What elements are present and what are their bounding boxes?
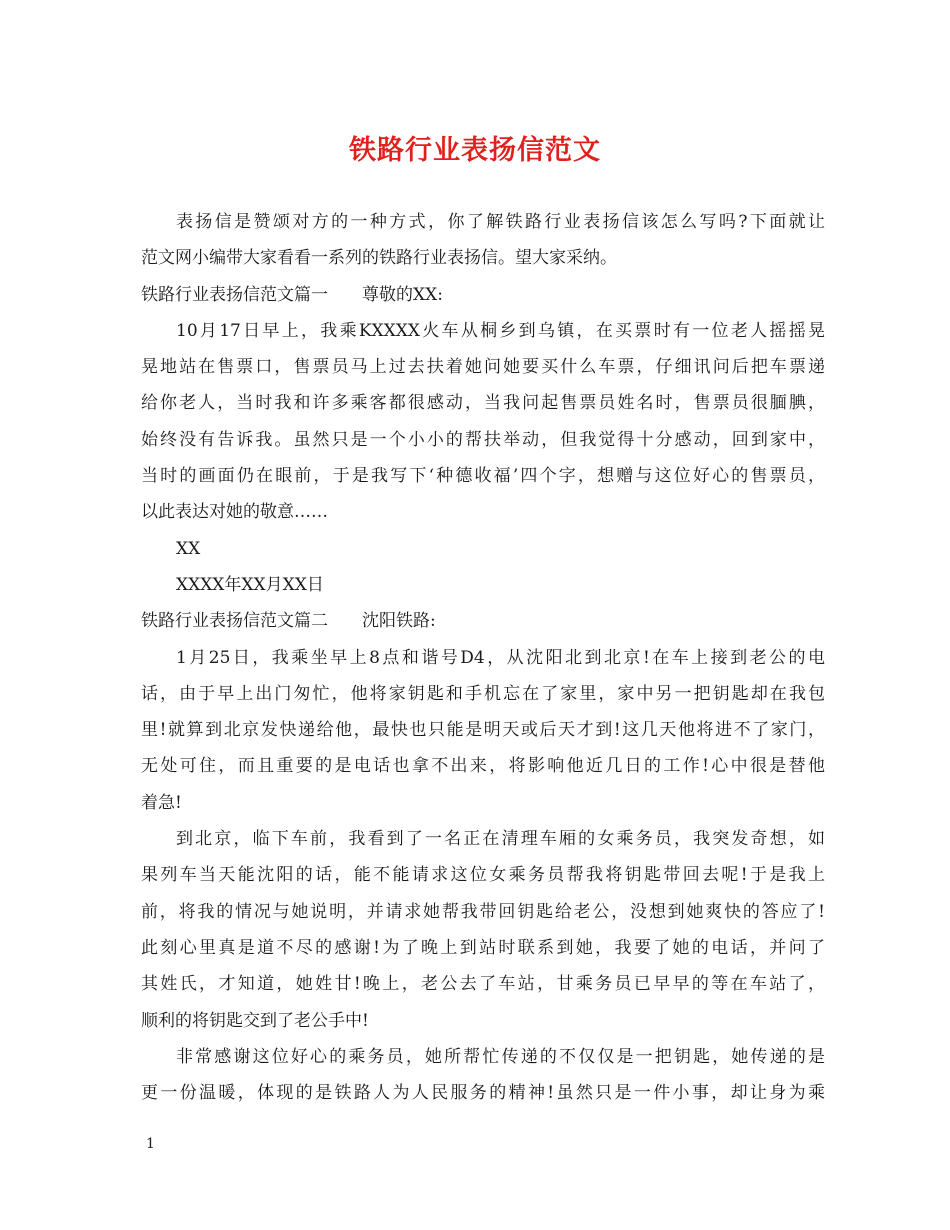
document-body xyxy=(141,204,825,1111)
paragraph-line: 此刻心里真是道不尽的感谢!为了晚上到站时联系到她，我要了她的电话，并问了 xyxy=(141,937,825,958)
paragraph-line: 更一份温暖，体现的是铁路人为人民服务的精神!虽然只是一件小事，却让身为乘 xyxy=(141,1083,825,1104)
document-title: 铁路行业表扬信范文 xyxy=(349,135,601,166)
paragraph-line: 范文网小编带大家看看一系列的铁路行业表扬信。望大家采纳。 xyxy=(141,248,617,269)
paragraph-line: 前，将我的情况与她说明，并请求她帮我带回钥匙给老公，没想到她爽快的答应了! xyxy=(141,901,825,922)
paragraph-line: 晃地站在售票口，售票员马上过去扶着她问她要买什么车票，仔细讯问后把车票递 xyxy=(141,357,825,378)
section-heading-1: 铁路行业表扬信范文篇一 尊敬的XX: xyxy=(141,284,443,305)
paragraph-line: 以此表达对她的敬意…… xyxy=(141,502,328,523)
signature-name: XX xyxy=(176,538,201,559)
paragraph-line: 无处可住，而且重要的是电话也拿不出来，将影响他近几日的工作!心中很是替他 xyxy=(141,756,825,777)
page-number: 1 xyxy=(146,1136,155,1152)
paragraph-line: 顺利的将钥匙交到了老公手中! xyxy=(141,1010,369,1031)
paragraph-line: 10月17日早上，我乘KXXXX火车从桐乡到乌镇，在买票时有一位老人摇摇晃 xyxy=(176,320,825,341)
paragraph-line: 当时的画面仍在眼前，于是我写下‘种德收福’四个字，想赠与这位好心的售票员， xyxy=(141,466,825,487)
paragraph-line: 表扬信是赞颂对方的一种方式，你了解铁路行业表扬信该怎么写吗?下面就让 xyxy=(176,212,825,232)
section-heading-2: 铁路行业表扬信范文篇二 沈阳铁路: xyxy=(141,611,436,632)
signature-date: XXXX年XX月XX日 xyxy=(176,574,324,595)
paragraph-line: 1月25日，我乘坐早上8点和谐号D4，从沈阳北到北京!在车上接到老公的电 xyxy=(176,647,825,668)
paragraph-line: 话，由于早上出门匆忙，他将家钥匙和手机忘在了家里，家中另一把钥匙却在我包 xyxy=(141,683,825,704)
paragraph-line: 非常感谢这位好心的乘务员，她所帮忙传递的不仅仅是一把钥匙，她传递的是 xyxy=(176,1046,825,1067)
paragraph-line: 始终没有告诉我。虽然只是一个小小的帮扶举动，但我觉得十分感动，回到家中， xyxy=(141,429,825,450)
paragraph-line: 果列车当天能沈阳的话，能不能请求这位女乘务员帮我将钥匙带回去呢!于是我上 xyxy=(141,865,825,886)
paragraph-line: 里!就算到北京发快递给他，最快也只能是明天或后天才到!这几天他将进不了家门， xyxy=(141,720,825,741)
paragraph-line: 给你老人，当时我和许多乘客都很感动，当我问起售票员姓名时，售票员很腼腆， xyxy=(141,393,825,414)
paragraph-line: 其姓氏，才知道，她姓甘!晚上，老公去了车站，甘乘务员已早早的等在车站了， xyxy=(141,974,825,995)
paragraph-line: 着急! xyxy=(141,792,182,813)
paragraph-line: 到北京，临下车前，我看到了一名正在清理车厢的女乘务员，我突发奇想，如 xyxy=(176,829,825,850)
